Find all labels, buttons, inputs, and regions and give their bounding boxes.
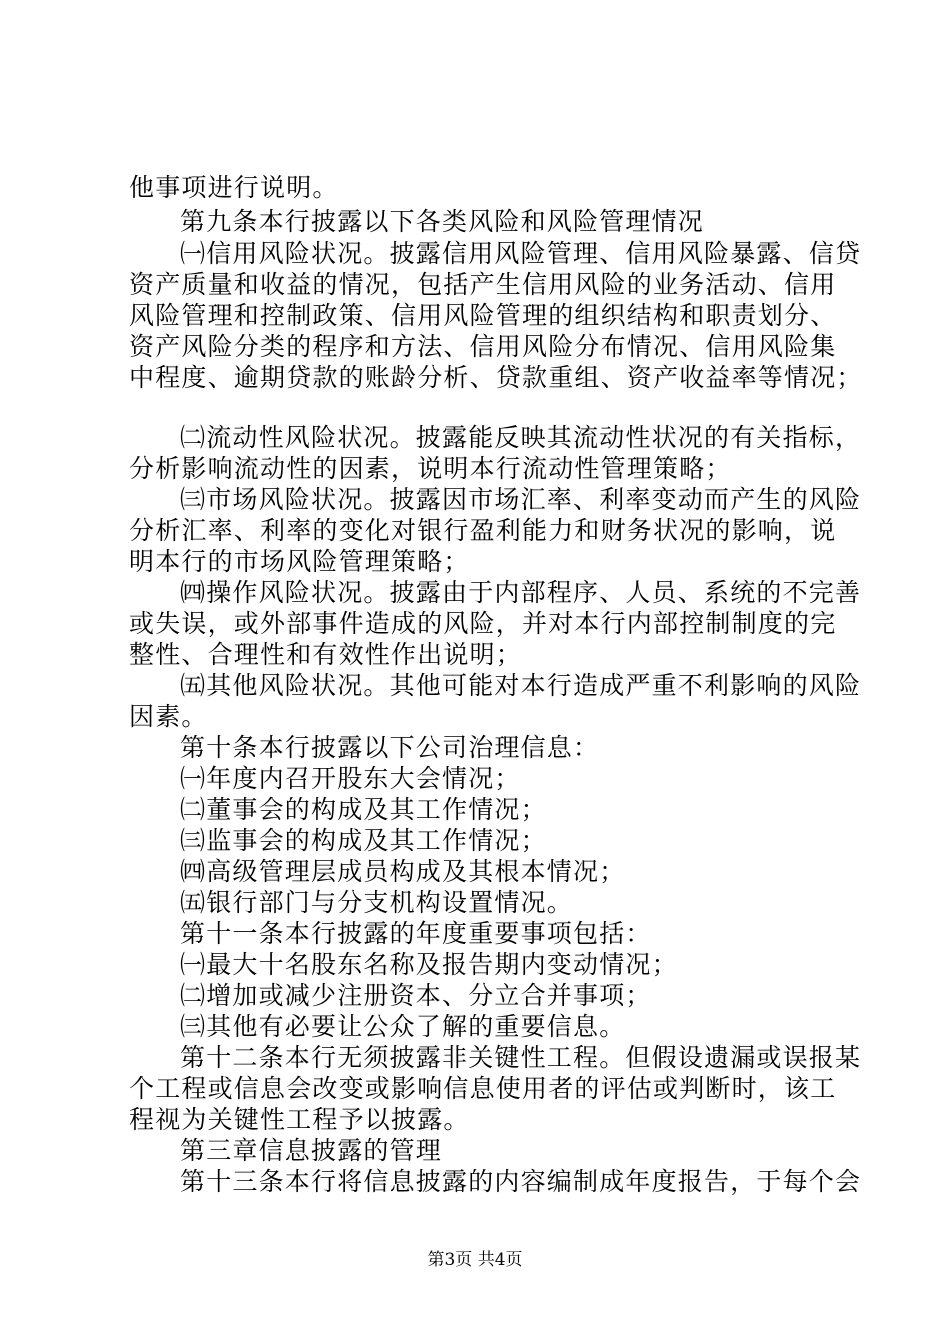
list-item: ㈤银行部门与分支机构设置情况。 [180, 888, 574, 917]
body-text-line: 因素。 [129, 702, 208, 731]
body-text-line: 或失误，或外部事件造成的风险，并对本行内部控制制度的完 [129, 609, 837, 638]
body-text-line: 分析汇率、利率的变化对银行盈利能力和财务状况的影响，说 [129, 516, 837, 545]
page-footer: 第3页 共4页 [427, 1250, 523, 1270]
body-text-line: 资产质量和收益的情况，包括产生信用风险的业务活动、信用 [129, 270, 837, 299]
list-item: ㈡增加或减少注册资本、分立合并事项； [180, 981, 652, 1010]
list-item: ㈢监事会的构成及其工作情况； [180, 826, 547, 855]
list-item: ㈤其他风险状况。其他可能对本行造成严重不利影响的风险 [180, 671, 862, 700]
article-heading: 第九条本行披露以下各类风险和风险管理情况 [180, 207, 705, 236]
list-item: ㈣高级管理层成员构成及其根本情况； [180, 857, 626, 886]
body-text-line: 个工程或信息会改变或影响信息使用者的评估或判断时，该工 [129, 1074, 837, 1103]
body-text-line: 风险管理和控制政策、信用风险管理的组织结构和职责划分、 [129, 301, 837, 330]
body-text-line: 中程度、逾期贷款的账龄分析、贷款重组、资产收益率等情况； [129, 363, 863, 392]
list-item: ㈣操作风险状况。披露由于内部程序、人员、系统的不完善 [180, 578, 862, 607]
list-item: ㈡流动性风险状况。披露能反映其流动性状况的有关指标， [180, 423, 862, 452]
list-item: ㈢市场风险状况。披露因市场汇率、利率变动而产生的风险 [180, 485, 862, 514]
article-heading: 第十三条本行将信息披露的内容编制成年度报告，于每个会 [180, 1167, 862, 1196]
chapter-heading: 第三章信息披露的管理 [180, 1136, 443, 1165]
list-item: ㈢其他有必要让公众了解的重要信息。 [180, 1012, 626, 1041]
article-heading: 第十二条本行无须披露非关键性工程。但假设遗漏或误报某 [180, 1043, 862, 1072]
article-heading: 第十条本行披露以下公司治理信息： [180, 733, 600, 762]
body-text-line: 整性、合理性和有效性作出说明； [129, 640, 523, 669]
article-heading: 第十一条本行披露的年度重要事项包括： [180, 919, 652, 948]
body-text-line: 明本行的市场风险管理策略； [129, 547, 470, 576]
list-item: ㈠最大十名股东名称及报告期内变动情况； [180, 950, 678, 979]
list-item: ㈠信用风险状况。披露信用风险管理、信用风险暴露、信贷 [180, 239, 862, 268]
body-text-line: 分析影响流动性的因素，说明本行流动性管理策略； [129, 454, 732, 483]
list-item: ㈠年度内召开股东大会情况； [180, 764, 521, 793]
list-item: ㈡董事会的构成及其工作情况； [180, 795, 547, 824]
body-text-line: 他事项进行说明。 [129, 173, 339, 202]
body-text-line: 程视为关键性工程予以披露。 [129, 1105, 470, 1134]
body-text-line: 资产风险分类的程序和方法、信用风险分布情况、信用风险集 [129, 332, 837, 361]
